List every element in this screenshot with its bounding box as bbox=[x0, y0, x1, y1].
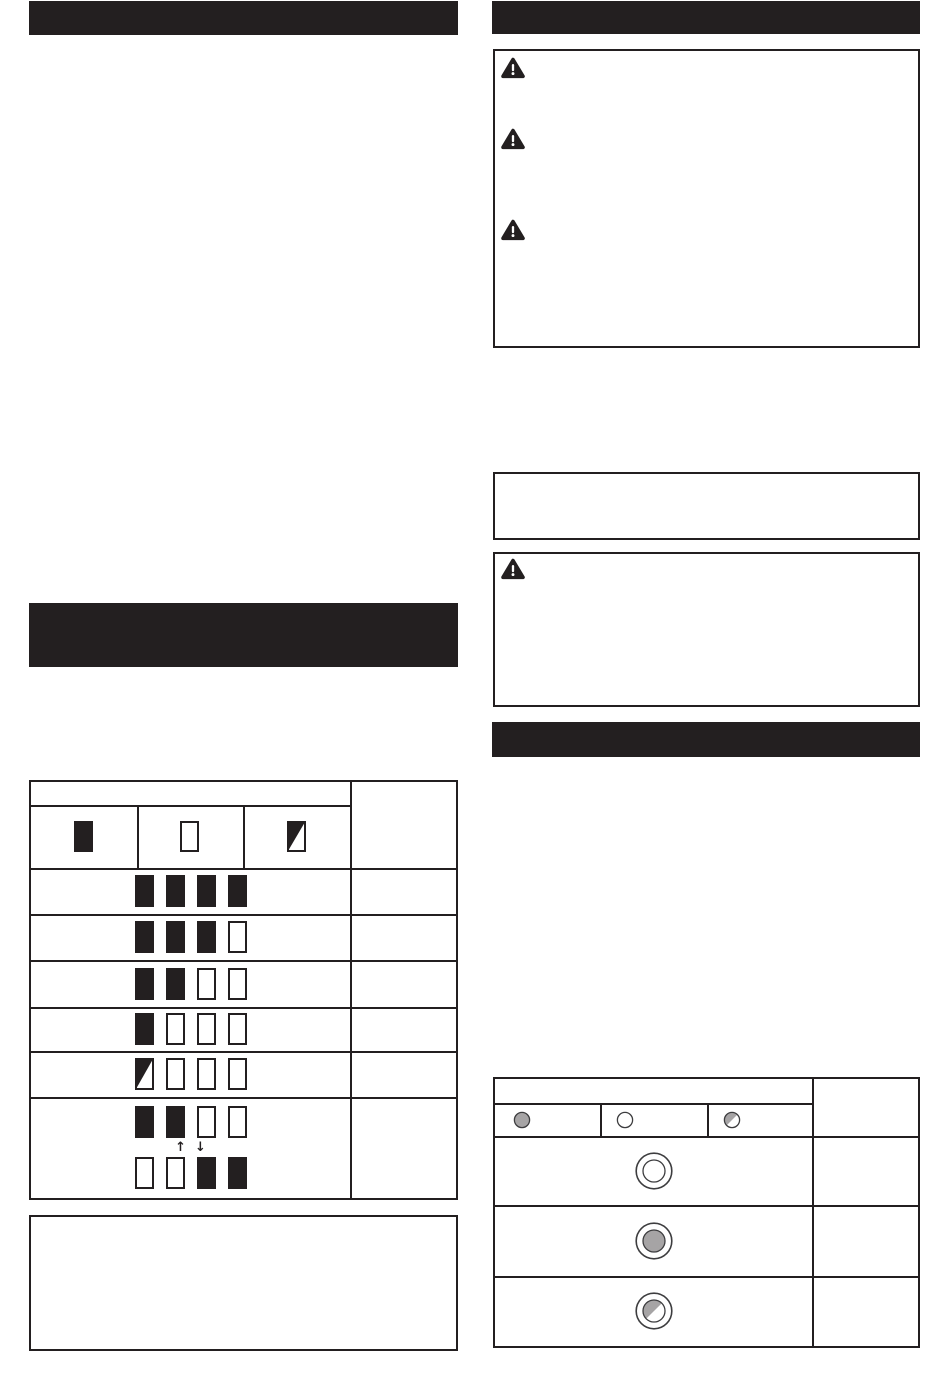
table-line bbox=[600, 1103, 602, 1136]
table-divider bbox=[812, 1079, 814, 1346]
table-line bbox=[137, 805, 139, 868]
lamp-indicator-off-icon bbox=[634, 1151, 674, 1191]
section-header-bar-left-top bbox=[29, 1, 458, 35]
battery-segment-off-icon bbox=[135, 1157, 154, 1189]
battery-segment-lighted-icon bbox=[135, 1013, 154, 1045]
legend-segment-off-icon bbox=[180, 821, 199, 852]
legend-slot bbox=[723, 1111, 741, 1129]
safety-warning-box bbox=[493, 49, 920, 348]
table-divider bbox=[350, 782, 352, 1198]
battery-indicator-row bbox=[31, 960, 350, 1007]
battery-segment-lighted-icon bbox=[197, 921, 216, 953]
battery-segment-off-icon bbox=[197, 1058, 216, 1090]
caution-warning-box bbox=[493, 552, 920, 707]
note-box bbox=[29, 1215, 458, 1351]
battery-segment-off-icon bbox=[228, 921, 247, 953]
battery-indicator-row bbox=[31, 914, 350, 960]
warning-triangle-icon bbox=[501, 219, 525, 241]
legend-lamp-blinking-icon bbox=[723, 1111, 741, 1129]
battery-indicator-row bbox=[31, 1097, 350, 1198]
arrow-down-icon: ↓ bbox=[195, 1140, 206, 1155]
legend-segment-lighted-icon bbox=[74, 821, 93, 852]
section-header-bar-right-top bbox=[492, 1, 920, 34]
battery-segment-lighted-icon bbox=[228, 1157, 247, 1189]
section-header-bar-right-middle bbox=[492, 722, 920, 757]
battery-segment-lighted-icon bbox=[166, 921, 185, 953]
table-line bbox=[31, 805, 350, 807]
warning-triangle-icon bbox=[501, 128, 525, 150]
warning-triangle-icon bbox=[501, 57, 525, 79]
battery-segment-off-icon bbox=[166, 1157, 185, 1189]
legend-segment-blinking-icon bbox=[287, 821, 306, 852]
battery-segment-off-icon bbox=[166, 1013, 185, 1045]
battery-segment-off-icon bbox=[166, 1058, 185, 1090]
lamp-status-row bbox=[495, 1136, 812, 1205]
arrow-up-icon: ↑ bbox=[175, 1140, 186, 1155]
battery-segment-lighted-icon bbox=[135, 875, 154, 907]
battery-indicator-row bbox=[31, 1051, 350, 1097]
battery-indicator-row bbox=[31, 868, 350, 914]
lamp-indicator-lighted-icon bbox=[634, 1221, 674, 1261]
lamp-indicator-blinking-icon bbox=[634, 1291, 674, 1331]
battery-segment-off-icon bbox=[197, 1013, 216, 1045]
battery-segment-off-icon bbox=[228, 968, 247, 1000]
lamp-status-row bbox=[495, 1276, 812, 1346]
lamp-status-row bbox=[495, 1205, 812, 1276]
battery-segment-lighted-icon bbox=[166, 875, 185, 907]
battery-segment-off-icon bbox=[228, 1058, 247, 1090]
battery-segment-off-icon bbox=[228, 1013, 247, 1045]
legend-slot bbox=[513, 1111, 531, 1129]
legend-lamp-off-icon bbox=[616, 1111, 634, 1129]
battery-segment-lighted-icon bbox=[135, 1106, 154, 1138]
section-header-bar-left-middle bbox=[29, 603, 458, 667]
notice-box bbox=[493, 472, 920, 540]
legend-slot bbox=[74, 821, 93, 852]
battery-segment-lighted-icon bbox=[228, 875, 247, 907]
table-line bbox=[243, 805, 245, 868]
legend-slot bbox=[616, 1111, 634, 1129]
battery-segment-lighted-icon bbox=[197, 1157, 216, 1189]
battery-segment-off-icon bbox=[197, 968, 216, 1000]
legend-slot bbox=[180, 821, 199, 852]
legend-lamp-lighted-icon bbox=[513, 1111, 531, 1129]
battery-segment-off-icon bbox=[197, 1106, 216, 1138]
battery-segment-lighted-icon bbox=[197, 875, 216, 907]
battery-segment-lighted-icon bbox=[166, 1106, 185, 1138]
battery-segment-lighted-icon bbox=[135, 921, 154, 953]
table-line bbox=[707, 1103, 709, 1136]
table-line bbox=[495, 1103, 812, 1105]
battery-indicator-row bbox=[31, 1007, 350, 1051]
battery-segment-blinking-icon bbox=[135, 1058, 154, 1090]
battery-segment-lighted-icon bbox=[135, 968, 154, 1000]
battery-indicator-table bbox=[29, 780, 458, 1200]
lamp-status-table bbox=[493, 1077, 920, 1348]
battery-segment-lighted-icon bbox=[166, 968, 185, 1000]
legend-slot bbox=[287, 821, 306, 852]
battery-segment-off-icon bbox=[228, 1106, 247, 1138]
warning-triangle-icon bbox=[501, 558, 525, 580]
